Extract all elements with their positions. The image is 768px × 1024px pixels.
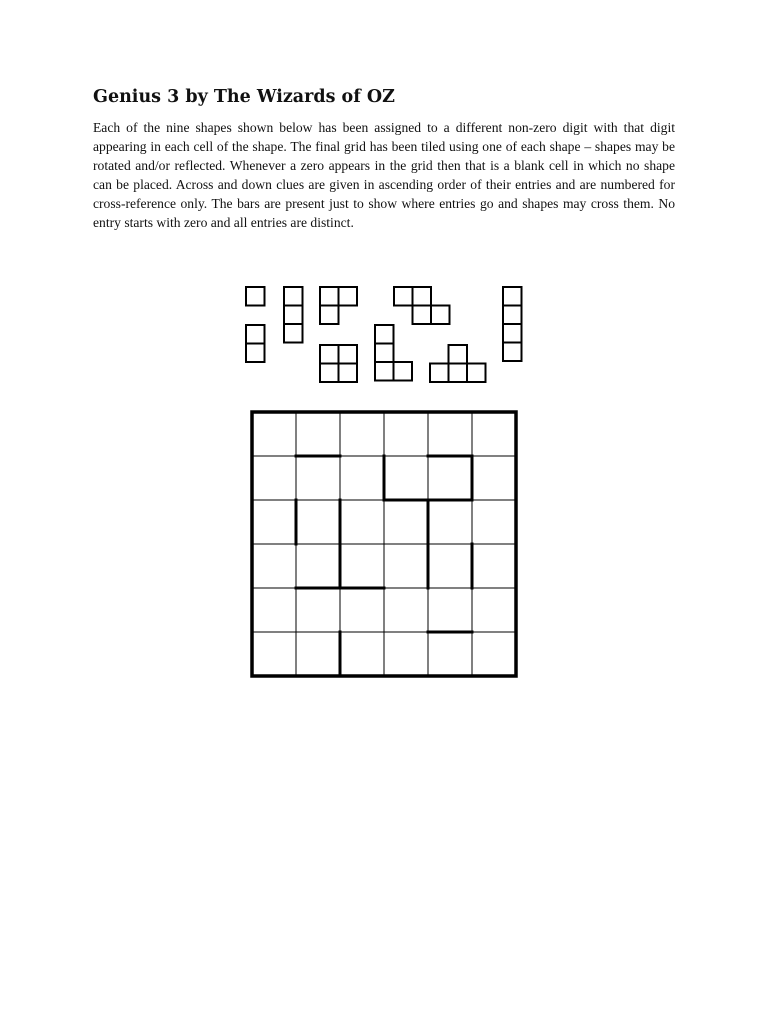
grid-cell-r6-c3[interactable] <box>340 632 384 676</box>
puzzle-instructions: Each of the nine shapes shown below has been assigned to a different non-zero digit with that digit appearing in each cell of the shape. The final grid has been tiled using one of each shape – shapes may be rotated and/or reflected. Whenever a zero appears in the grid then that is a blank cell in which no shape can be placed. Across and down clues are given in ascending order of their entries and are numbered for cross-reference only. The bars are present just to show where entries go and shapes may cross them. No entry starts with zero and all entries are distinct. <box>93 120 675 230</box>
grid-cell-r2-c2[interactable] <box>296 456 340 500</box>
grid-cell-r6-c4[interactable] <box>384 632 428 676</box>
grid-cell-r1-c2[interactable] <box>296 412 340 456</box>
grid-cell-r3-c4[interactable] <box>384 500 428 544</box>
grid-cell-r5-c3[interactable] <box>340 588 384 632</box>
grid-cell-r4-c2[interactable] <box>296 544 340 588</box>
grid-cell-r1-c5[interactable] <box>428 412 472 456</box>
grid-cell-r6-c6[interactable] <box>472 632 516 676</box>
grid-cell-r3-c3[interactable] <box>340 500 384 544</box>
grid-cell-r3-c6[interactable] <box>472 500 516 544</box>
grid-cell-r6-c2[interactable] <box>296 632 340 676</box>
grid-cell-r5-c4[interactable] <box>384 588 428 632</box>
grid-cell-r1-c1[interactable] <box>252 412 296 456</box>
grid-cell-r5-c5[interactable] <box>428 588 472 632</box>
grid-cell-r5-c2[interactable] <box>296 588 340 632</box>
grid-cell-r6-c1[interactable] <box>252 632 296 676</box>
grid-cell-r1-c4[interactable] <box>384 412 428 456</box>
grid-cell-r2-c1[interactable] <box>252 456 296 500</box>
puzzle-title: Genius 3 by The Wizards of OZ <box>93 87 395 107</box>
grid-cell-r4-c6[interactable] <box>472 544 516 588</box>
grid-cell-r4-c1[interactable] <box>252 544 296 588</box>
grid-cell-r6-c5[interactable] <box>428 632 472 676</box>
grid-cell-r4-c3[interactable] <box>340 544 384 588</box>
grid-cell-r3-c2[interactable] <box>296 500 340 544</box>
grid-cell-r2-c5[interactable] <box>428 456 472 500</box>
grid-cell-r3-c5[interactable] <box>428 500 472 544</box>
grid-cell-r5-c1[interactable] <box>252 588 296 632</box>
grid-cell-r1-c6[interactable] <box>472 412 516 456</box>
grid-cell-r5-c6[interactable] <box>472 588 516 632</box>
grid-cell-r4-c4[interactable] <box>384 544 428 588</box>
grid-cell-r1-c3[interactable] <box>340 412 384 456</box>
grid-cell-r2-c3[interactable] <box>340 456 384 500</box>
grid-cell-r4-c5[interactable] <box>428 544 472 588</box>
grid-cell-r2-c4[interactable] <box>384 456 428 500</box>
grid-cell-r2-c6[interactable] <box>472 456 516 500</box>
grid-cell-r3-c1[interactable] <box>252 500 296 544</box>
